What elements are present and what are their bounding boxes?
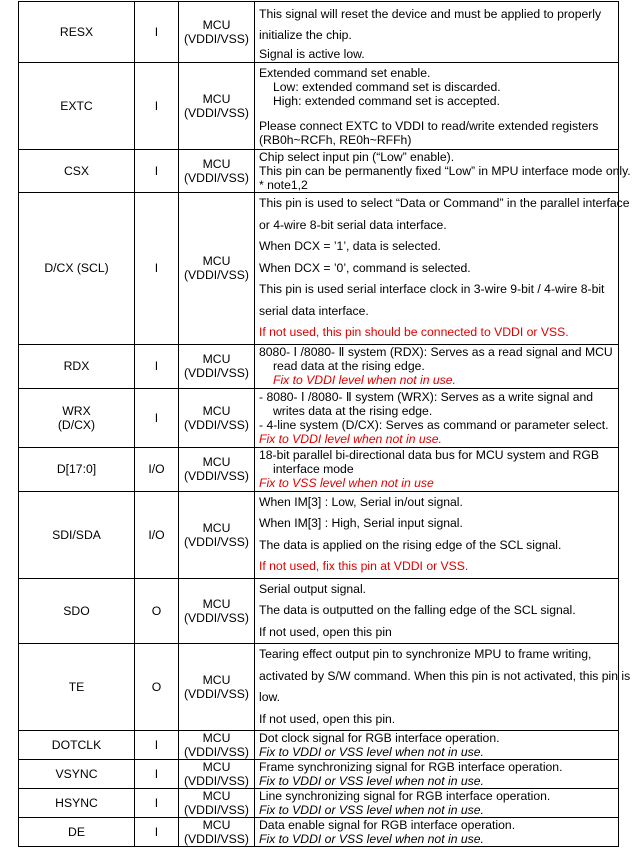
pin-power: (VDDI/VSS): [183, 171, 249, 185]
description-line: activated by S/W command. When this pin is not activated, this pin is: [259, 668, 631, 683]
pin-io: I/O: [148, 462, 165, 476]
table-row: [19, 344, 619, 388]
pin-power: MCU: [202, 596, 231, 611]
pin-name: EXTC: [60, 99, 93, 113]
pin-power: MCU: [202, 18, 231, 32]
table-row: [19, 789, 619, 818]
description-line: read data at the rising edge.: [273, 359, 425, 373]
pin-io-cell: [135, 63, 179, 150]
description-line: (RB0h~RCFh, RE0h~RFFh): [259, 132, 412, 147]
description-line: Serial output signal.: [259, 581, 367, 596]
description-line: 18-bit parallel bi-directional data bus for MCU system and RGB: [259, 448, 600, 462]
pin-power-cell: [179, 388, 255, 447]
pin-description-cell: [255, 388, 619, 447]
pin-name: (D/CX): [57, 417, 96, 432]
pin-power: MCU: [202, 520, 231, 535]
description-line: Fix to VDDI or VSS level when not in use.: [259, 745, 484, 759]
pin-power: (VDDI/VSS): [183, 268, 249, 283]
pin-description-cell: [255, 818, 619, 847]
pin-name: RESX: [59, 25, 94, 39]
pin-description-cell: [255, 578, 619, 644]
table-row: [19, 644, 619, 731]
pin-description-cell: [255, 491, 619, 578]
pin-io-cell: [135, 388, 179, 447]
description-line: low.: [259, 690, 281, 704]
description-line: Data enable signal for RGB interface operation.: [259, 818, 516, 832]
description-line: Signal is active low.: [259, 46, 365, 61]
description-line: If not used, open this pin.: [259, 711, 396, 726]
pin-io: I: [154, 359, 159, 373]
pin-power-cell: [179, 731, 255, 760]
pin-name-cell: [19, 2, 135, 63]
pin-description-cell: [255, 731, 619, 760]
description-line: This signal will reset the device and must be applied to properly: [259, 6, 602, 21]
pin-io-cell: [135, 150, 179, 193]
table-row: [19, 2, 619, 63]
pin-power: (VDDI/VSS): [183, 687, 249, 701]
pin-name-cell: [19, 491, 135, 578]
pin-name: DOTCLK: [51, 738, 102, 752]
description-line: Low: extended command set is discarded.: [273, 79, 501, 94]
description-line: Chip select input pin (“Low” enable).: [259, 150, 455, 164]
table-row: [19, 63, 619, 150]
description-line: This pin is used to select “Data or Command” in the parallel interface: [259, 196, 630, 210]
pin-io: I: [154, 261, 159, 276]
pin-description-cell: [255, 193, 630, 345]
pin-power: (VDDI/VSS): [183, 106, 249, 120]
pin-name: HSYNC: [55, 796, 98, 810]
description-line: If not used, this pin should be connected to VDDI or VSS.: [259, 325, 569, 339]
pin-io-cell: [135, 344, 179, 388]
pin-power: MCU: [202, 455, 231, 469]
pin-power-cell: [179, 578, 255, 644]
description-line: This pin can be permanently fixed “Low” in MPU interface mode only.: [259, 164, 631, 178]
description-line: [259, 108, 615, 119]
description-line: When DCX = ’1’, data is selected.: [259, 239, 441, 253]
description-line: If not used, fix this pin at VDDI or VSS.: [259, 559, 469, 573]
pin-io-cell: [135, 193, 179, 345]
pin-description-table: [18, 1, 631, 847]
pin-power: (VDDI/VSS): [183, 534, 249, 549]
pin-io-cell: [135, 731, 179, 760]
pin-name-cell: [19, 760, 135, 789]
pin-power-cell: [179, 63, 255, 150]
pin-power: (VDDI/VSS): [183, 803, 249, 817]
pin-power: (VDDI/VSS): [183, 469, 249, 483]
pin-name-cell: [19, 388, 135, 447]
pin-io-cell: [135, 818, 179, 847]
description-line: Line synchronizing signal for RGB interface operation.: [259, 789, 551, 803]
pin-power: (VDDI/VSS): [183, 417, 249, 432]
pin-description-cell: [255, 789, 619, 818]
pin-description-cell: [255, 150, 631, 193]
description-line: * note1,2: [259, 178, 308, 192]
pin-name-cell: [19, 731, 135, 760]
pin-description-cell: [255, 644, 631, 731]
description-line: Dot clock signal for RGB interface operation.: [259, 731, 500, 745]
pin-name-cell: [19, 447, 135, 491]
pin-power-cell: [179, 644, 255, 731]
description-line: Frame synchronizing signal for RGB interface operation.: [259, 760, 563, 774]
description-line: Fix to VDDI or VSS level when not in use.: [259, 774, 484, 788]
pin-power: MCU: [202, 403, 231, 418]
pin-name-cell: [19, 63, 135, 150]
pin-power-cell: [179, 789, 255, 818]
pin-power-cell: [179, 150, 255, 193]
pin-name-cell: [19, 644, 135, 731]
description-line: 8080- Ⅰ /8080- Ⅱ system (RDX): Serves as a read signal and MCU: [259, 345, 613, 359]
pin-io: I: [154, 796, 159, 810]
description-line: - 8080- Ⅰ /8080- Ⅱ system (WRX): Serves as a write signal and: [259, 389, 594, 404]
table-row: [19, 818, 619, 847]
table-row: [19, 731, 619, 760]
description-line: Fix to VDDI or VSS level when not in use.: [259, 803, 484, 817]
table-row: [19, 388, 619, 447]
pin-power: MCU: [202, 254, 231, 269]
pin-power: (VDDI/VSS): [183, 610, 249, 625]
table-row: [19, 150, 619, 193]
pin-power: MCU: [202, 818, 231, 832]
description-line: serial data interface.: [259, 303, 369, 318]
description-line: Fix to VDDI or VSS level when not in use.: [259, 832, 484, 846]
pin-name: DE: [68, 825, 85, 839]
description-line: The data is outputted on the falling edge of the SCL signal.: [259, 603, 576, 617]
pin-power: (VDDI/VSS): [183, 774, 249, 788]
pin-power-cell: [179, 818, 255, 847]
pin-power: MCU: [202, 352, 231, 366]
pin-description-cell: [255, 63, 619, 150]
pin-power: (VDDI/VSS): [183, 745, 249, 759]
description-line: High: extended command set is accepted.: [273, 93, 500, 108]
description-line: The data is applied on the rising edge of the SCL signal.: [259, 537, 562, 552]
table-row: [19, 447, 619, 491]
pin-io: I: [154, 738, 159, 752]
pin-name: WRX: [62, 403, 91, 418]
pin-name-cell: [19, 193, 135, 345]
description-line: When IM[3] : Low, Serial in/out signal.: [259, 494, 463, 509]
pin-name-cell: [19, 150, 135, 193]
pin-name: SDO: [63, 603, 90, 618]
pin-description-cell: [255, 344, 619, 388]
pin-power: MCU: [202, 673, 231, 687]
description-line: writes data at the rising edge.: [273, 403, 433, 418]
pin-power-cell: [179, 2, 255, 63]
description-line: Tearing effect output pin to synchronize MPU to frame writing,: [259, 647, 592, 661]
pin-power: MCU: [202, 760, 231, 774]
pin-io-cell: [135, 644, 179, 731]
pin-io-cell: [135, 789, 179, 818]
pin-description-cell: [255, 2, 619, 63]
pin-io-cell: [135, 2, 179, 63]
description-line: interface mode: [273, 462, 354, 476]
pin-io: I: [154, 825, 159, 839]
pin-name-cell: [19, 818, 135, 847]
pin-name: TE: [68, 680, 85, 694]
pin-power-cell: [179, 491, 255, 578]
pin-power-cell: [179, 193, 255, 345]
pin-io-cell: [135, 760, 179, 789]
pin-power: MCU: [202, 789, 231, 803]
pin-power: MCU: [202, 92, 231, 106]
pin-io-cell: [135, 578, 179, 644]
description-line: initialize the chip.: [259, 28, 352, 42]
pin-name: SDI/SDA: [52, 527, 101, 542]
description-line: When DCX = ’0’, command is selected.: [259, 260, 471, 275]
pin-io: I: [154, 99, 159, 113]
description-line: When IM[3] : High, Serial input signal.: [259, 516, 463, 530]
pin-name: CSX: [63, 164, 90, 178]
pin-io-cell: [135, 491, 179, 578]
pin-io: I: [154, 164, 159, 178]
pin-name-cell: [19, 344, 135, 388]
pin-power-cell: [179, 760, 255, 789]
pin-description-cell: [255, 760, 619, 789]
pin-power: (VDDI/VSS): [183, 32, 249, 46]
table-row: [19, 578, 619, 644]
pin-power: MCU: [202, 157, 231, 171]
pin-io: I/O: [148, 527, 165, 542]
description-line: Fix to VSS level when not in use: [259, 476, 434, 490]
description-line: Fix to VDDI level when not in use.: [273, 373, 456, 387]
pin-io: O: [151, 603, 162, 618]
table-row: [19, 760, 619, 789]
pin-io: I: [154, 25, 159, 39]
pin-description-cell: [255, 447, 619, 491]
table-row: [19, 193, 619, 345]
pin-power: (VDDI/VSS): [183, 832, 249, 846]
table-row: [19, 491, 619, 578]
description-line: If not used, open this pin: [259, 624, 392, 639]
pin-rows: [19, 2, 631, 847]
pin-io: I: [154, 767, 159, 781]
pin-name: RDX: [63, 359, 90, 373]
description-line: This pin is used serial interface clock in 3-wire 9-bit / 4-wire 8-bit: [259, 282, 605, 296]
pin-power: MCU: [202, 731, 231, 745]
description-line: - 4-line system (D/CX): Serves as command or parameter select.: [259, 417, 609, 432]
pin-io: I: [154, 410, 159, 425]
pin-power-cell: [179, 447, 255, 491]
description-line: Fix to VDDI level when not in use.: [259, 431, 442, 446]
pin-name: D[17:0]: [56, 462, 97, 476]
description-line: Extended command set enable.: [259, 65, 431, 80]
pin-name: VSYNC: [55, 767, 98, 781]
pin-name-cell: [19, 578, 135, 644]
pin-io-cell: [135, 447, 179, 491]
pin-name-cell: [19, 789, 135, 818]
pin-power-cell: [179, 344, 255, 388]
description-line: or 4-wire 8-bit serial data interface.: [259, 217, 447, 232]
pin-name: D/CX (SCL): [44, 261, 109, 276]
description-line: Please connect EXTC to VDDI to read/write extended registers: [259, 118, 599, 133]
pin-power: (VDDI/VSS): [183, 366, 249, 380]
pin-io: O: [151, 680, 162, 694]
